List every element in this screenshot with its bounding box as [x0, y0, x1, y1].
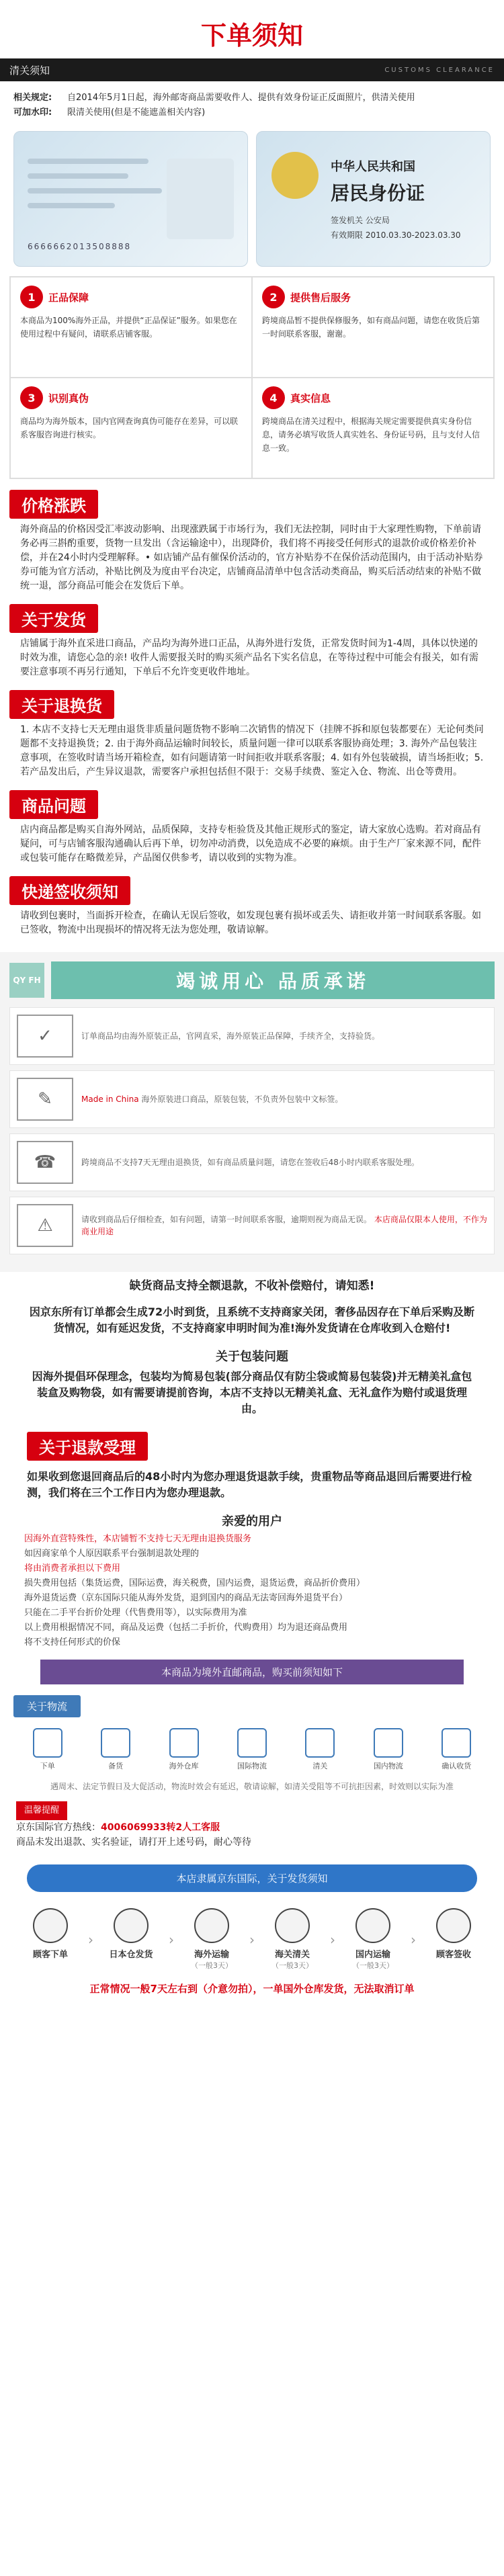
rule-line: 将不支持任何形式的价保: [24, 1637, 121, 1647]
issues-title: 商品问题: [9, 790, 98, 819]
customs-icon: [305, 1728, 335, 1758]
flow-step-label: 海外仓库: [169, 1762, 199, 1770]
sign-section: [9, 876, 495, 937]
customs-icon: [275, 1908, 310, 1943]
number-icon: 2: [262, 286, 285, 308]
box-title: 提供售后服务: [290, 291, 351, 304]
rule-line: 如因商家单个人原因联系平台强制退款处理的: [24, 1549, 200, 1559]
number-icon: 4: [262, 386, 285, 409]
delivery-notice: 因京东所有订单都会生成72小时到货，且系统不支持商家关闭，奢侈品因存在下单后采购及断货情况，如有延迟发货，不支持商家申明时间为准!海外发货请在仓库收到入仓赔付!: [29, 1305, 475, 1334]
guarantee-grid: [9, 276, 495, 479]
refund-title: 关于退款受理: [27, 1432, 148, 1461]
idcard-number: 6666662013508888: [28, 242, 132, 251]
person-icon: [436, 1908, 471, 1943]
truck-icon: [355, 1908, 390, 1943]
ship-step: [417, 1908, 491, 1971]
ship-step: [94, 1908, 168, 1971]
dear-title: 亲爱的用户: [222, 1514, 282, 1529]
emblem-icon: [271, 152, 319, 199]
promise-hl: 本店商品仅限本人使用，不作为商业用途: [81, 1215, 487, 1236]
box-title: 真实信息: [290, 392, 331, 404]
arrow-icon: ›: [169, 1931, 174, 1948]
guarantee-box: [252, 277, 494, 378]
checkmark-icon: [442, 1728, 471, 1758]
contact-block: [0, 1795, 504, 1856]
ship-step: [175, 1908, 249, 1971]
promise-item: [9, 1133, 495, 1191]
rule-line: 损失费用包括（集货运费，国际运费，海关税费，国内运费，退货运费，商品折价费用）: [24, 1578, 366, 1588]
guarantee-box: [10, 378, 252, 478]
banner-label: 清关须知: [9, 64, 50, 77]
ship-section: [9, 604, 495, 679]
flow-step-label: 备货: [108, 1762, 124, 1770]
promise-sub: 海外原装进口商品，原装包装，不负责外包装中文标签。: [141, 1094, 343, 1104]
idcard-line: [28, 159, 149, 164]
returns-text: 1. 本店不支持七天无理由退货非质量问题货物不影响二次销售的情况下（挂牌不拆和原包装都要在）无论何类问题都不支持退换货；2. 由于海外商品运输时间较长，质量问题一律可以联系客服协商处理；3. 海外产品包装注意事项，在签收时请当场开箱检查，如有问题请第一时间拒收并联系客服；4. 如有外包装破损，请当场拒收；5. 若产品发出后，产生异议退款，需要客户承担包括但不限于：交易手续费、鉴定入仓、物流、出仓等费用。: [20, 724, 484, 777]
price-text: 海外商品的价格因受汇率波动影响、出现涨跌属于市场行为，我们无法控制，同时由于大家理性购物，下单前请务必再三斟酌重要，货物一旦发出（含运输途中），出现降价，我们将不再接受任何形式的退款价或价格差价补偿，并在24小时内受理解释。• 如店铺产品有催保价活动的，官方补贴券不在保价活动范围内，由于活动补贴券券可能为官方活动，补贴比例及为度由平台决定，店铺商品清单中包含活动类商品，购买后活动结束的补贴不做统一退，部分商品可能会在发货后下单。: [20, 524, 483, 591]
flow-step: [91, 1728, 140, 1771]
flow-step: [24, 1728, 72, 1771]
ship-step-sub: （一般3天）: [191, 1961, 233, 1970]
rule-line: 因海外直营特殊性，本店铺暂不支持七天无理由退换货服务: [24, 1534, 252, 1544]
issues-section: [9, 790, 495, 865]
logistics-tag: 关于物流: [13, 1695, 81, 1717]
box-icon: [101, 1728, 130, 1758]
notice: [0, 81, 504, 127]
flow-step: [432, 1728, 480, 1771]
rule-line: 只能在二手平台折价处理（代售费用等），以实际费用为准: [24, 1608, 247, 1618]
flow-step: [160, 1728, 208, 1771]
promise-text: [81, 1213, 487, 1238]
warehouse-icon: [114, 1908, 149, 1943]
box-title: 识别真伪: [48, 392, 89, 404]
sign-title: 快递签收须知: [9, 876, 130, 905]
crossborder-bar: 本商品为境外直邮商品，购买前须知如下: [40, 1660, 464, 1684]
notice-text-2: 限清关使用(但是不能遮盖相关内容): [67, 108, 206, 118]
promise-sub: 请收到商品后仔细检查，如有问题，请第一时间联系客服，逾期则视为商品无误。: [81, 1215, 372, 1224]
flow-step-label: 清关: [312, 1762, 328, 1770]
ship-step-label: 顾客签收: [435, 1950, 471, 1960]
plane-icon: [237, 1728, 267, 1758]
notice-label-2: 可加水印:: [13, 108, 52, 118]
guarantee-box: [252, 378, 494, 478]
box-text: 本商品为100%海外正品，并提供“正品保证”服务。如果您在使用过程中有疑问，请联系店铺客服。: [20, 316, 237, 339]
ship-step-label: 海关清关: [274, 1950, 310, 1960]
rule-line: 将由消费者承担以下费用: [24, 1563, 121, 1574]
ship-step-label: 海外运输: [194, 1950, 229, 1960]
flow-step-label: 国内物流: [373, 1762, 403, 1770]
plane-icon: [194, 1908, 229, 1943]
promise-block: [0, 952, 504, 1272]
check-icon: ✓: [17, 1015, 73, 1058]
cart-icon: [33, 1908, 68, 1943]
shipping-flow: [0, 1895, 504, 1975]
ship-title: 关于发货: [9, 604, 98, 633]
flow-step-label: 确认收货: [442, 1762, 472, 1770]
number-icon: 1: [20, 286, 43, 308]
idcard-front: [13, 131, 248, 267]
promise-item: [9, 1070, 495, 1128]
idcard-row: [0, 127, 504, 276]
idcard-authority: 签发机关 公安局: [331, 216, 390, 225]
rules-list: [0, 1529, 504, 1653]
promise-text: [81, 1093, 343, 1105]
ship-step: [13, 1908, 87, 1971]
warning-icon: ⚠: [17, 1204, 73, 1247]
notice-label-1: 相关规定:: [13, 93, 52, 103]
flow-step: [364, 1728, 413, 1771]
refund-section: [27, 1432, 495, 1461]
ship-step: [255, 1908, 329, 1971]
price-section: [9, 490, 495, 593]
flow-step-label: 下单: [40, 1762, 55, 1770]
idcard-country: 中华人民共和国: [331, 160, 415, 174]
phone-number[interactable]: 4006069933转2人工客服: [101, 1822, 220, 1833]
arrow-icon: ›: [249, 1931, 255, 1948]
flow-step: [296, 1728, 344, 1771]
ship-text: 店铺属于海外直采进口商品，产品均为海外进口正品，从海外进行发货，正常发货时间为1-4周，具体以快递的时效为准，请您心急的亲! 收件人需要报关时的购买须产品名下实名信息，在等待过程中可能会有报关，如有需要注意事项不再另行通知，下单后不允许变更收件地址。: [20, 638, 479, 677]
ship-step: [336, 1908, 410, 1971]
promise-title: 竭诚用心 品质承诺: [51, 961, 495, 999]
flow-step: [228, 1728, 276, 1771]
promise-text: 跨境商品不支持7天无理由退换货，如有商品质量问题，请您在签收后48小时内联系客服处理。: [81, 1158, 419, 1167]
ship-step-label: 顾客下单: [32, 1950, 68, 1960]
qy-logo: QY FH: [9, 963, 44, 998]
reminder-tag: 温馨提醒: [16, 1801, 67, 1820]
promise-hl: Made in China: [81, 1094, 139, 1104]
flow-step-label: 国际物流: [237, 1762, 267, 1770]
guarantee-box: [10, 277, 252, 378]
rule-line: 海外退货运费（京东国际只能从海外发货，退到国内的商品无法寄回海外退货平台）: [24, 1593, 348, 1603]
promise-text: 订单商品均由海外原装正品，官网直采，海外原装正品保障，手续齐全，支持验货。: [81, 1031, 380, 1041]
box-text: 跨境商品在清关过程中，根据海关规定需要提供真实身份信息，请务必填写收货人真实姓名、身份证号码，且与支付人信息一致。: [262, 417, 480, 453]
stockout-notice: 缺货商品支持全额退款，不收补偿赔付，请知悉!: [129, 1279, 375, 1293]
box-title: 正品保障: [48, 291, 89, 304]
section-banner: [0, 58, 504, 81]
returns-section: [9, 690, 495, 779]
box-text: 商品均为海外版本，国内官网查询真伪可能存在差异，可以联系客服咨询进行核实。: [20, 417, 239, 439]
banner-en: CUSTOMS CLEARANCE: [384, 66, 495, 74]
pack-text: 因海外提倡环保理念，包装均为简易包装(部分商品仅有防尘袋或简易包装袋)并无精美礼盒包装盒及购物袋，如有需要请提前咨询，本店不支持以无精美礼盒、无礼盒作为赔付或退货理由。: [32, 1370, 472, 1415]
refund-text: 如果收到您退回商品后的48小时内为您办理退货退款手续，贵重物品等商品退回后需要进行检测，我们将在三个工作日内为您办理退款。: [27, 1470, 472, 1499]
logistics-note: 遇周末、法定节假日及大促活动，物流时效会有延迟，敬请谅解，如清关受阻等不可抗拒因素，时效则以实际为准: [50, 1782, 454, 1791]
truck-icon: [374, 1728, 403, 1758]
phone-label: 京东国际官方热线：: [16, 1822, 101, 1833]
pack-title: 关于包装问题: [216, 1350, 288, 1364]
warehouse-icon: [169, 1728, 199, 1758]
arrow-icon: ›: [330, 1931, 335, 1948]
ship-step-sub: （一般3天）: [352, 1961, 394, 1970]
contact-line: 商品未发出退款、实名验证，请打开上述号码，耐心等待: [16, 1837, 251, 1848]
box-text: 跨境商品暂不提供保修服务，如有商品问题，请您在收货后第一时间联系客服，谢谢。: [262, 316, 480, 339]
avatar: [167, 159, 234, 239]
number-icon: 3: [20, 386, 43, 409]
phone-icon: ☎: [17, 1141, 73, 1184]
promise-item: [9, 1197, 495, 1254]
ship-step-label: 日本仓发货: [109, 1950, 153, 1960]
page-title: 下单须知: [200, 21, 303, 50]
idcard-line: [28, 173, 128, 179]
price-title: 价格涨跌: [9, 490, 98, 519]
ship-step-label: 国内运输: [355, 1950, 390, 1960]
idcard-title: 居民身份证: [331, 182, 425, 204]
logistics-flow: [0, 1721, 504, 1778]
idcard-line: [28, 188, 162, 194]
returns-title: 关于退换货: [9, 690, 114, 719]
notice-text-1: 自2014年5月1日起，海外邮寄商品需要收件人、提供有效身份证正反面照片，供清关使用: [67, 93, 415, 103]
pen-icon: ✎: [17, 1078, 73, 1121]
idcard-back: [256, 131, 491, 267]
idcard-validity: 有效期限 2010.03.30-2023.03.30: [331, 230, 461, 240]
sign-text: 请收到包裹时，当面拆开检查，在确认无误后签收，如发现包裹有损坏或丢失、请拒收并第一时间联系客服。如已签收，物流中出现损坏的情况将无法为您处理，敬请谅解。: [20, 910, 481, 935]
arrow-icon: ›: [411, 1931, 416, 1948]
rule-line: 以上费用根据情况不同，商品及运费（包括二手折价，代购费用）均为退还商品费用: [24, 1623, 348, 1633]
promise-item: [9, 1007, 495, 1065]
idcard-line: [28, 203, 115, 208]
order-icon: [33, 1728, 62, 1758]
issues-text: 店内商品都是购买自海外网站，品质保障，支持专柜验货及其他正规形式的鉴定，请大家放心选购。若对商品有疑问，可与店铺客服沟通确认后再下单，切勿冲动消费，以免造成不必要的麻烦。由于生产厂家来源不同，配件或包装可能存在略微差异，产品图仅供参考，请以收到的实物为准。: [20, 824, 481, 863]
ship-step-sub: （一般3天）: [271, 1961, 313, 1970]
arrow-icon: ›: [88, 1931, 93, 1948]
final-notice: 正常情况一般7天左右到（介意勿拍），一单国外仓库发货，无法取消订单: [89, 1983, 415, 1995]
shipping-strip: 本店隶属京东国际，关于发货须知: [27, 1864, 477, 1892]
